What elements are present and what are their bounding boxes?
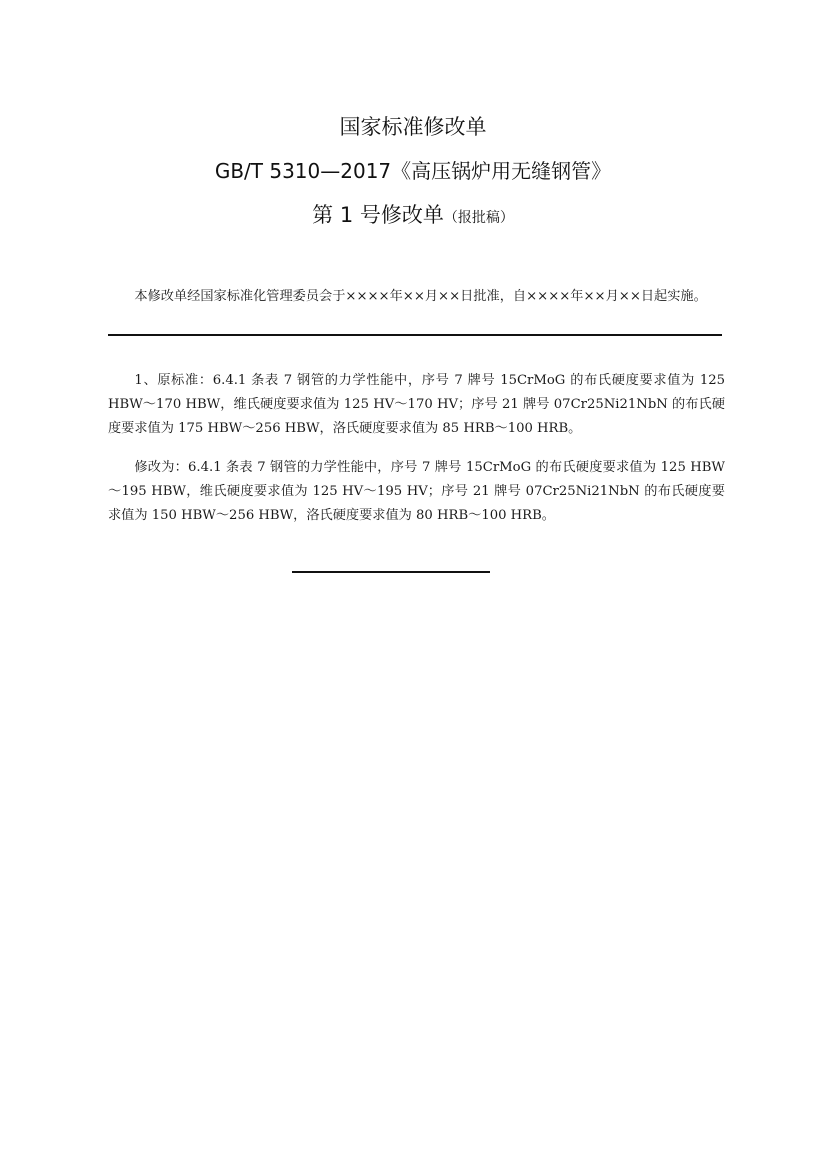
intro-paragraph: 本修改单经国家标准化管理委员会于××××年××月××日批准，自××××年××月××日起实施。 bbox=[134, 289, 707, 305]
doc-type-heading: 国家标准修改单 bbox=[339, 115, 487, 139]
end-divider bbox=[292, 571, 490, 573]
modified-clause-paragraph: 修改为：6.4.1 条表 7 钢管的力学性能中，序号 7 牌号 15CrMoG 的布氏硬度要求值为 125 HBW～195 HBW，维氏硬度要求值为 125 HV～195 HV；序号 21 牌号 07Cr25Ni21NbN 的布氏硬度要求值为 150 HBW～256 HBW，洛氏硬度要求值为 80 HRB～100 HRB。 bbox=[108, 460, 725, 524]
original-clause-paragraph: 1、原标准：6.4.1 条表 7 钢管的力学性能中，序号 7 牌号 15CrMoG 的布氏硬度要求值为 125 HBW～170 HBW，维氏硬度要求值为 125 HV～170 HV；序号 21 牌号 07Cr25Ni21NbN 的布氏硬度要求值为 175 HBW～256 HBW，洛氏硬度要求值为 85 HRB～100 HRB。 bbox=[108, 373, 725, 437]
standard-title: GB/T 5310—2017《高压锅炉用无缝钢管》 bbox=[214, 159, 612, 183]
section-divider bbox=[108, 334, 722, 336]
amendment-heading bbox=[0, 199, 826, 229]
amendment-number: 第 1 号修改单 bbox=[312, 203, 444, 227]
status-note: （报批稿） bbox=[443, 210, 514, 226]
